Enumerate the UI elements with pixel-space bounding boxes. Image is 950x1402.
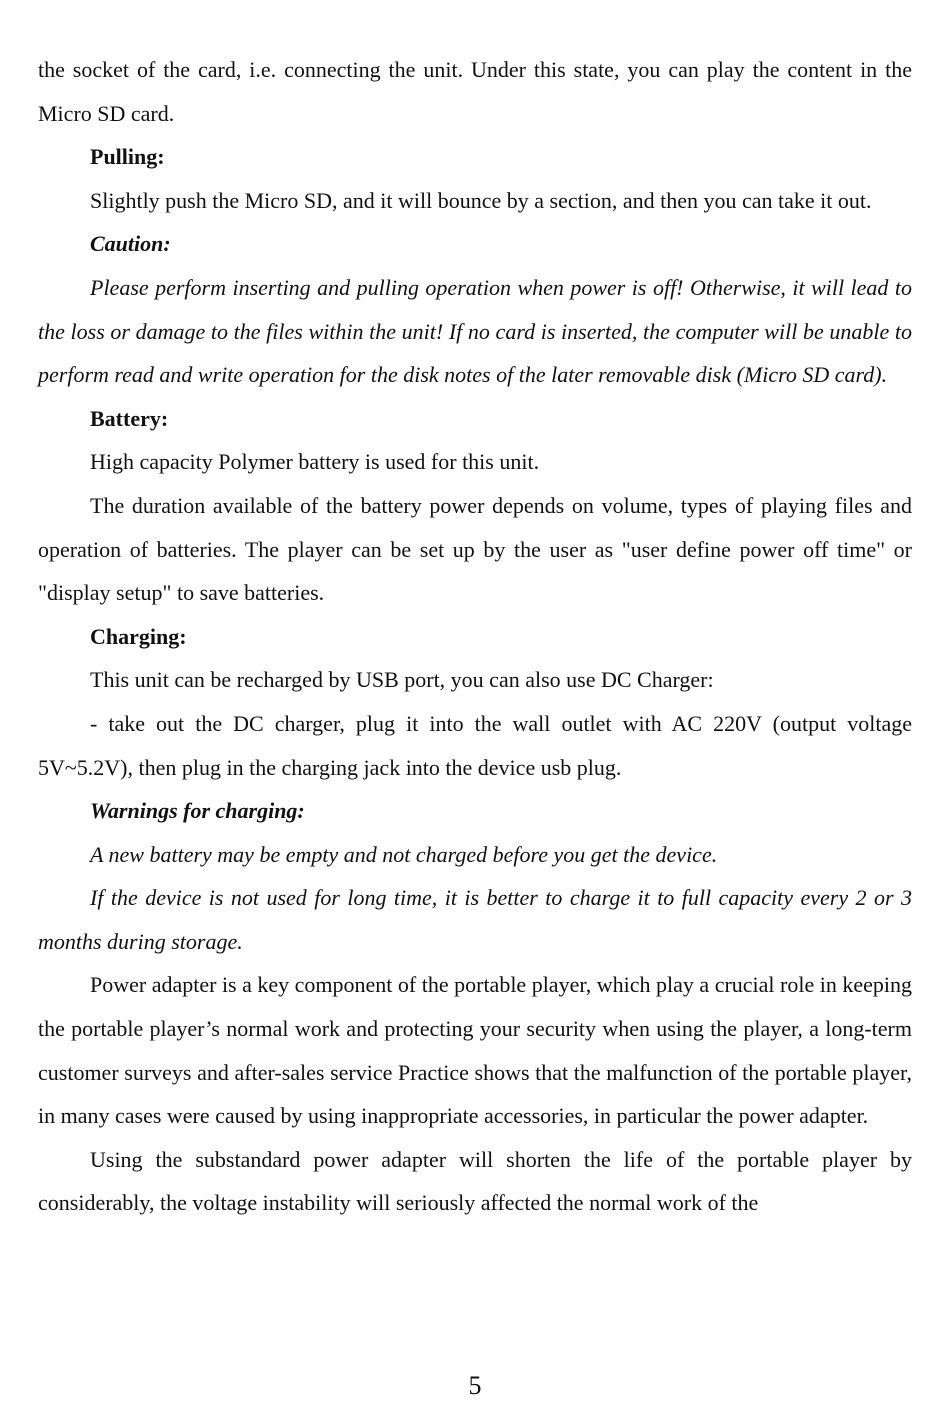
paragraph-card-socket: the socket of the card, i.e. connecting the unit. Under this state, you can play the content in the Micro SD card. bbox=[38, 57, 912, 126]
paragraph-warning-storage: If the device is not used for long time, it is better to charge it to full capacity every 2 or 3 months during storage. bbox=[38, 885, 912, 954]
paragraph-battery-duration: The duration available of the battery power depends on volume, types of playing files and operation of batteries. The player can be set up by the user as "user define power off time" or "display setup" to save batteries. bbox=[38, 492, 912, 606]
paragraph-charging-dc: - take out the DC charger, plug it into the wall outlet with AC 220V (output voltage 5V~5.2V), then plug in the charging jack into the device usb plug. bbox=[38, 710, 912, 780]
heading-caution: Caution: bbox=[90, 231, 171, 257]
page-number: 5 bbox=[468, 1371, 482, 1400]
paragraph-pulling: Slightly push the Micro SD, and it will bounce by a section, and then you can take it out. bbox=[90, 187, 872, 213]
paragraph-charging-usb: This unit can be recharged by USB port, you can also use DC Charger: bbox=[90, 667, 714, 693]
document-page bbox=[38, 48, 912, 1225]
paragraph-caution: Please perform inserting and pulling operation when power is off! Otherwise, it will lead to the loss or damage to the files within the unit! If no card is inserted, the computer will be unable to perform read and write operation for the disk notes of the later removable disk (Micro SD card). bbox=[38, 274, 912, 388]
heading-pulling: Pulling: bbox=[90, 144, 165, 170]
heading-charging: Charging: bbox=[90, 623, 187, 649]
paragraph-warning-new-battery: A new battery may be empty and not charged before you get the device. bbox=[90, 841, 718, 867]
paragraph-battery-type: High capacity Polymer battery is used for this unit. bbox=[90, 449, 540, 475]
paragraph-power-adapter: Power adapter is a key component of the portable player, which play a crucial role in keeping the portable player’s normal work and protecting your security when using the player, a long-term customer surveys and after-sales service Practice shows that the malfunction of the portable player, in many cases were caused by using inappropriate accessories, in particular the power adapter. bbox=[38, 972, 912, 1129]
heading-warnings-charging: Warnings for charging: bbox=[90, 798, 305, 824]
paragraph-substandard-adapter: Using the substandard power adapter will shorten the life of the portable player by considerably, the voltage instability will seriously affected the normal work of the bbox=[38, 1146, 912, 1216]
heading-battery: Battery: bbox=[90, 405, 169, 431]
